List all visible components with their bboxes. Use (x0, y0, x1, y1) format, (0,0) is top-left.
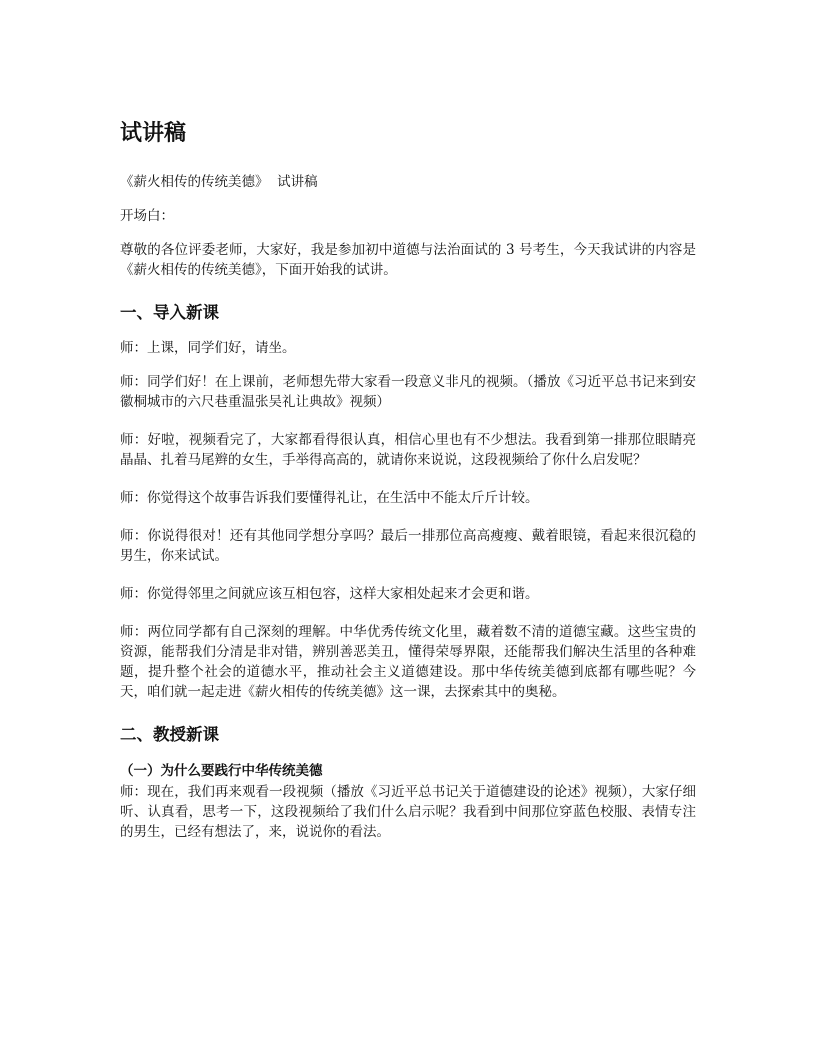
paragraph: 师：你觉得邻里之间就应该互相包容，这样大家相处起来才会更和谐。 (120, 586, 539, 602)
paragraph: 师：好啦，视频看完了，大家都看得很认真，相信心里也有不少想法。我看到第一排那位眼睛亮晶晶、扎着马尾辫的女生，手举得高高的，就请你来说说，这段视频给了你什么启发呢？ (120, 432, 696, 468)
document-subtitle: 《薪火相传的传统美德》 试讲稿 (120, 174, 318, 190)
opening-label: 开场白： (120, 208, 174, 224)
section-heading-teaching: 二、教授新课 (120, 725, 219, 744)
document-body (120, 118, 696, 842)
paragraph: 师：两位同学都有自己深刻的理解。中华优秀传统文化里，藏着数不清的道德宝藏。这些宝贵的资源，能帮我们分清是非对错，辨别善恶美丑，懂得荣辱界限，还能帮我们解决生活里的各种难题，提升整个社会的道德水平，推动社会主义道德建设。那中华传统美德到底都有哪些呢？今天，咱们就一起走进《薪火相传的传统美德》这一课，去探索其中的奥秘。 (120, 624, 696, 700)
paragraph: 师：同学们好！在上课前，老师想先带大家看一段意义非凡的视频。（播放《习近平总书记来到安徽桐城市的六尺巷重温张吴礼让典故》视频） (120, 374, 696, 410)
paragraph: 师：你觉得这个故事告诉我们要懂得礼让，在生活中不能太斤斤计较。 (120, 490, 539, 506)
section-heading-intro: 一、导入新课 (120, 303, 219, 322)
paragraph: 师：你说得很对！还有其他同学想分享吗？最后一排那位高高瘦瘦、戴着眼镜，看起来很沉稳的男生，你来试试。 (120, 528, 696, 564)
opening-text: 尊敬的各位评委老师，大家好，我是参加初中道德与法治面试的 3 号考生，今天我试讲的内容是《薪火相传的传统美德》，下面开始我的试讲。 (120, 242, 696, 278)
subsection-heading: （一）为什么要践行中华传统美德 (120, 763, 323, 779)
document-title: 试讲稿 (120, 121, 187, 146)
paragraph: 师：上课，同学们好，请坐。 (120, 340, 296, 356)
paragraph: 师：现在，我们再来观看一段视频（播放《习近平总书记关于道德建设的论述》视频），大家仔细听、认真看，思考一下，这段视频给了我们什么启示呢？我看到中间那位穿蓝色校服、表情专注的男生，已经有想法了，来，说说你的看法。 (120, 784, 696, 840)
